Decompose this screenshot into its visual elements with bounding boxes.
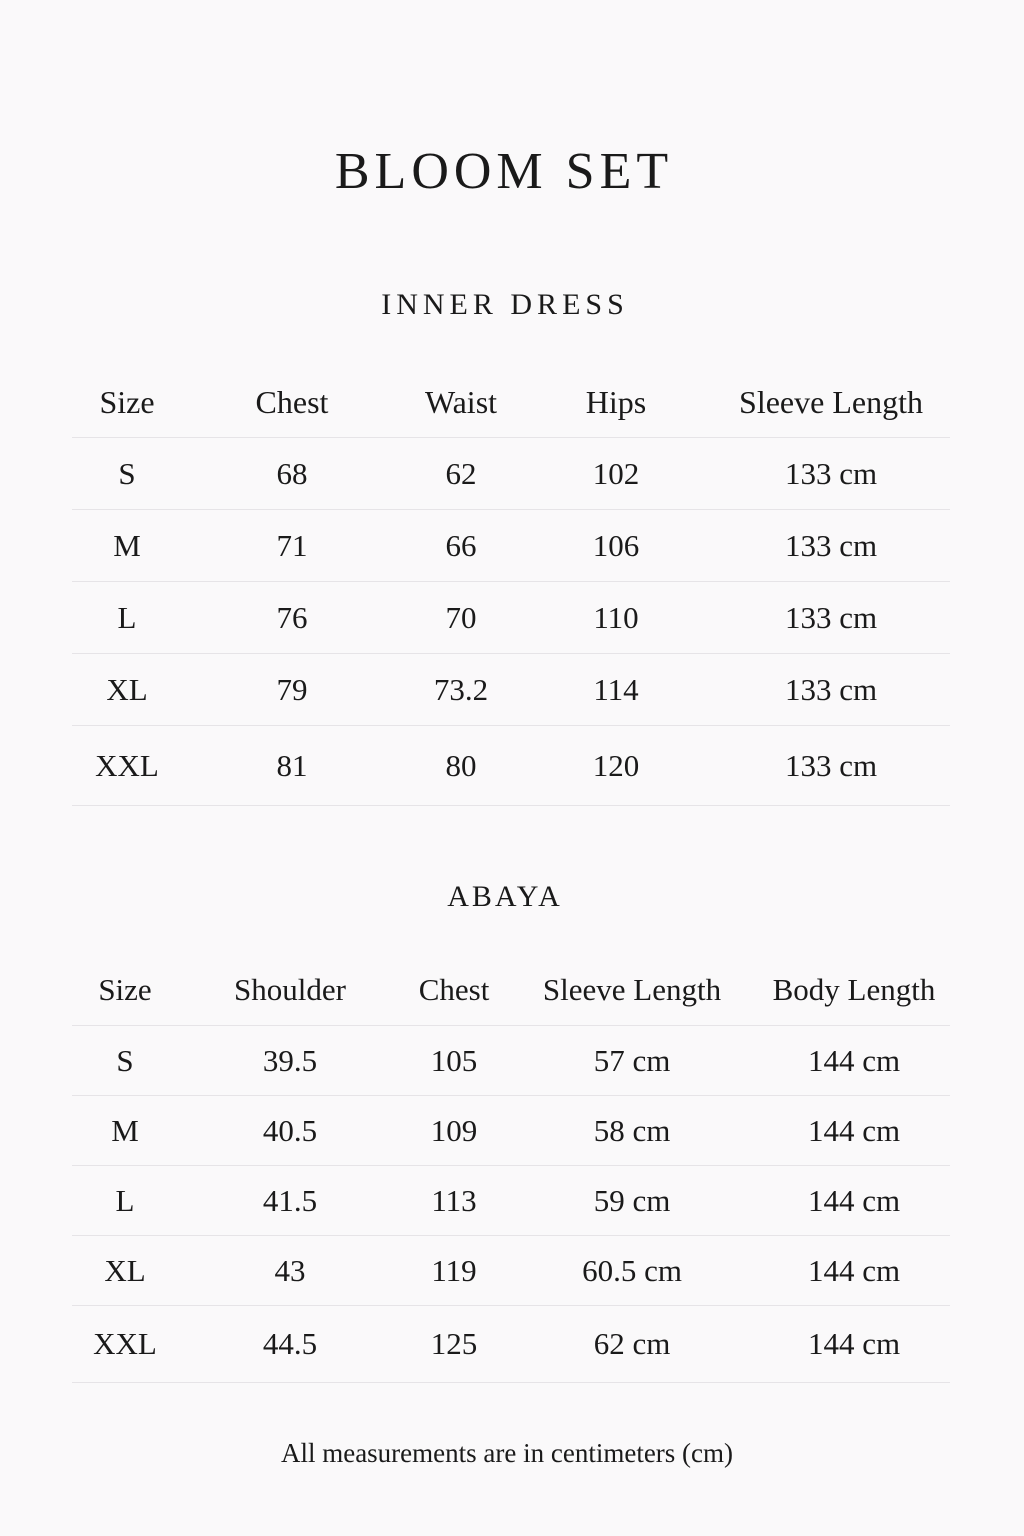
cell-shoulder: 40.5 xyxy=(178,1096,402,1166)
cell-sleeve-length: 58 cm xyxy=(506,1096,758,1166)
abaya-size-table xyxy=(72,954,950,1383)
column-header-chest: Chest xyxy=(182,368,402,438)
table-row xyxy=(72,1236,950,1306)
cell-shoulder: 41.5 xyxy=(178,1166,402,1236)
cell-size: S xyxy=(72,438,182,510)
cell-waist: 73.2 xyxy=(402,654,520,726)
cell-hips: 120 xyxy=(520,726,712,806)
cell-shoulder: 39.5 xyxy=(178,1026,402,1096)
cell-hips: 102 xyxy=(520,438,712,510)
cell-body-length: 144 cm xyxy=(758,1306,950,1383)
cell-chest: 81 xyxy=(182,726,402,806)
cell-body-length: 144 cm xyxy=(758,1236,950,1306)
cell-body-length: 144 cm xyxy=(758,1166,950,1236)
cell-sleeve-length: 133 cm xyxy=(712,438,950,510)
table-row xyxy=(72,726,950,806)
abaya-title: ABAYA xyxy=(447,880,563,913)
table-row xyxy=(72,1096,950,1166)
table-row xyxy=(72,438,950,510)
cell-size: XXL xyxy=(72,726,182,806)
measurements-footnote: All measurements are in centimeters (cm) xyxy=(280,1438,734,1468)
cell-body-length: 144 cm xyxy=(758,1026,950,1096)
cell-sleeve-length: 62 cm xyxy=(506,1306,758,1383)
cell-body-length: 144 cm xyxy=(758,1096,950,1166)
cell-hips: 106 xyxy=(520,510,712,582)
cell-sleeve-length: 133 cm xyxy=(712,726,950,806)
cell-sleeve-length: 133 cm xyxy=(712,510,950,582)
cell-chest: 125 xyxy=(402,1306,506,1383)
column-header-sleeve-length: Sleeve Length xyxy=(712,368,950,438)
table-header-row xyxy=(72,368,950,438)
table-header-row xyxy=(72,954,950,1026)
table-row xyxy=(72,1026,950,1096)
column-header-hips: Hips xyxy=(520,368,712,438)
cell-sleeve-length: 133 cm xyxy=(712,582,950,654)
cell-waist: 80 xyxy=(402,726,520,806)
cell-sleeve-length: 59 cm xyxy=(506,1166,758,1236)
cell-chest: 109 xyxy=(402,1096,506,1166)
column-header-sleeve-length: Sleeve Length xyxy=(506,954,758,1026)
cell-waist: 62 xyxy=(402,438,520,510)
cell-chest: 119 xyxy=(402,1236,506,1306)
cell-sleeve-length: 57 cm xyxy=(506,1026,758,1096)
cell-chest: 76 xyxy=(182,582,402,654)
cell-sleeve-length: 133 cm xyxy=(712,654,950,726)
column-header-waist: Waist xyxy=(402,368,520,438)
column-header-size: Size xyxy=(72,954,178,1026)
table-row xyxy=(72,582,950,654)
cell-waist: 70 xyxy=(402,582,520,654)
cell-size: XXL xyxy=(72,1306,178,1383)
cell-shoulder: 43 xyxy=(178,1236,402,1306)
column-header-chest: Chest xyxy=(402,954,506,1026)
cell-waist: 66 xyxy=(402,510,520,582)
inner-dress-title: INNER DRESS xyxy=(381,288,629,321)
inner-dress-size-table xyxy=(72,368,950,806)
cell-size: M xyxy=(72,1096,178,1166)
column-header-size: Size xyxy=(72,368,182,438)
cell-hips: 114 xyxy=(520,654,712,726)
table-row xyxy=(72,510,950,582)
cell-size: M xyxy=(72,510,182,582)
cell-size: S xyxy=(72,1026,178,1096)
cell-chest: 79 xyxy=(182,654,402,726)
column-header-body-length: Body Length xyxy=(758,954,950,1026)
page-title: BLOOM SET xyxy=(334,143,674,200)
cell-hips: 110 xyxy=(520,582,712,654)
cell-chest: 105 xyxy=(402,1026,506,1096)
cell-chest: 113 xyxy=(402,1166,506,1236)
cell-size: L xyxy=(72,582,182,654)
cell-shoulder: 44.5 xyxy=(178,1306,402,1383)
cell-chest: 68 xyxy=(182,438,402,510)
cell-size: XL xyxy=(72,654,182,726)
table-row xyxy=(72,1166,950,1236)
cell-size: L xyxy=(72,1166,178,1236)
table-row xyxy=(72,1306,950,1383)
column-header-shoulder: Shoulder xyxy=(178,954,402,1026)
cell-sleeve-length: 60.5 cm xyxy=(506,1236,758,1306)
table-row xyxy=(72,654,950,726)
cell-size: XL xyxy=(72,1236,178,1306)
cell-chest: 71 xyxy=(182,510,402,582)
